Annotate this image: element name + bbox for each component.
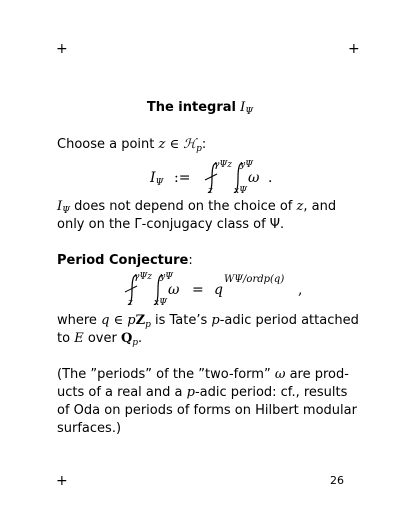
equation-integral-definition: $I_\Psi$ := γΨz z yΨ xΨ ω . [150,160,273,196]
paragraph-remark-line1: (The ”periods” of the ”two-form” ω are prod- [57,367,349,382]
paragraph-remark-line4: surfaces.) [57,421,122,436]
conjecture-heading: Period Conjecture: [57,253,193,268]
corner-mark-top-right: + [348,41,360,57]
title-symbol: $I_\Psi$ [240,100,254,117]
corner-mark-top-left: + [56,41,68,57]
page-number: 26 [330,474,344,487]
paragraph-tate-line1: where q ∈ $pZ_p$ is Tate’s p-adic period attached [57,313,359,330]
paragraph-remark-line3: of Oda on periods of forms on Hilbert modular [57,403,357,418]
paragraph-remark-line2: ucts of a real and a p-adic period: cf., results [57,385,348,400]
slide-title [0,100,400,117]
paragraph-independence-line2: only on the Γ-conjugacy class of Ψ. [57,217,285,232]
equation-period-conjecture: γΨz z yΨ xΨ ω = q WΨ/ordp(q) , [120,272,320,308]
corner-mark-bottom-left: + [56,473,68,489]
paragraph-independence-line1: $I_\Psi$ does not depend on the choice of z, and [57,199,337,216]
paragraph-tate-line2: to E over $Q_p$. [57,331,143,348]
title-text: The integral [146,100,236,115]
paragraph-choose-point: Choose a point z ∈ ℋ$_p$: [57,137,207,154]
